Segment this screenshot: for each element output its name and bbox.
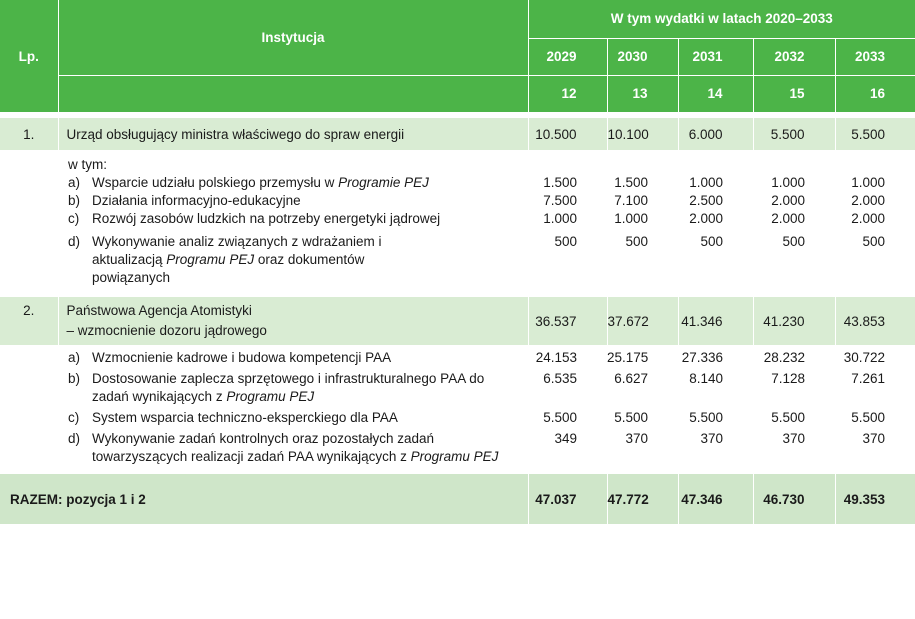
item-value: 500 xyxy=(625,234,648,249)
item-value: 5.500 xyxy=(771,410,805,425)
section-row xyxy=(0,297,915,345)
item-text: Wykonywanie analiz związanych z wdrażaniem i aktualizacją Programu PEJ oraz dokumentów powiązanych xyxy=(92,234,382,285)
total-value: 46.730 xyxy=(753,474,835,524)
table-row xyxy=(0,406,915,427)
section-institution: Urząd obsługujący ministra właściwego do spraw energii xyxy=(58,118,528,150)
header-col-number: 12 xyxy=(528,75,607,112)
item-value: 1.000 xyxy=(771,175,805,190)
item-value: 1.500 xyxy=(614,175,648,190)
item-value: 2.500 xyxy=(689,193,723,208)
item-value: 370 xyxy=(700,431,723,446)
header-col-number: 16 xyxy=(835,75,915,112)
section-lp: 1. xyxy=(0,118,58,150)
item-value: 28.232 xyxy=(763,350,805,365)
section-value: 5.500 xyxy=(835,118,915,150)
header-year: 2033 xyxy=(835,38,915,75)
section-value: 37.672 xyxy=(607,297,678,345)
header-col-number: 15 xyxy=(753,75,835,112)
item-value: 6.627 xyxy=(614,371,648,386)
section-institution: Państwowa Agencja Atomistyki – wzmocnienie dozoru jądrowego xyxy=(58,297,528,345)
item-value: 500 xyxy=(862,234,886,249)
header-year: 2030 xyxy=(607,38,678,75)
item-value: 2.000 xyxy=(771,193,805,208)
item-text: Wsparcie udziału polskiego przemysłu w Programie PEJ xyxy=(92,175,429,190)
total-value: 47.037 xyxy=(528,474,607,524)
header-col-number: 14 xyxy=(678,75,753,112)
item-text: Działania informacyjno-edukacyjne xyxy=(92,193,301,208)
section-value: 36.537 xyxy=(528,297,607,345)
item-text: Wykonywanie zadań kontrolnych oraz pozostałych zadań towarzyszących realizacji zadań PAA wynikających z Programu PEJ xyxy=(92,431,499,464)
item-text: Rozwój zasobów ludzkich na potrzeby energetyki jądrowej xyxy=(92,211,441,226)
item-value: 7.128 xyxy=(771,371,805,386)
item-value: 25.175 xyxy=(607,350,649,365)
item-value: 1.000 xyxy=(689,175,723,190)
item-text: Wzmocnienie kadrowe i budowa kompetencji PAA xyxy=(92,350,392,365)
section-lp: 2. xyxy=(0,297,58,345)
total-row xyxy=(0,474,915,524)
item-letter: d) xyxy=(68,234,81,249)
item-value: 500 xyxy=(554,234,577,249)
item-value: 27.336 xyxy=(681,350,723,365)
item-letter: a) xyxy=(68,175,81,190)
item-value: 1.000 xyxy=(614,211,648,226)
header-year: 2031 xyxy=(678,38,753,75)
item-value: 7.261 xyxy=(851,371,886,386)
item-letter: c) xyxy=(68,211,80,226)
item-value: 5.500 xyxy=(614,410,648,425)
w-tym-label: w tym: xyxy=(68,157,107,172)
item-value: 349 xyxy=(554,431,577,446)
table-row xyxy=(0,367,915,406)
table-row xyxy=(0,210,915,228)
section-value: 41.346 xyxy=(678,297,753,345)
table-row xyxy=(0,349,915,367)
item-value: 1.500 xyxy=(543,175,577,190)
section-value: 6.000 xyxy=(678,118,753,150)
item-letter: d) xyxy=(68,431,81,446)
item-letter: b) xyxy=(68,193,81,208)
item-value: 1.000 xyxy=(543,211,577,226)
header-year: 2032 xyxy=(753,38,835,75)
item-value: 24.153 xyxy=(535,350,577,365)
item-value: 370 xyxy=(625,431,648,446)
item-letter: a) xyxy=(68,350,81,365)
section-value: 5.500 xyxy=(753,118,835,150)
item-value: 30.722 xyxy=(843,350,886,365)
item-value: 2.000 xyxy=(771,211,805,226)
item-value: 7.500 xyxy=(543,193,577,208)
item-letter: c) xyxy=(68,410,80,425)
header-lp: Lp. xyxy=(0,0,58,112)
section-value: 41.230 xyxy=(753,297,835,345)
item-letter: b) xyxy=(68,371,81,386)
item-value: 370 xyxy=(782,431,805,446)
item-value: 5.500 xyxy=(543,410,577,425)
section-value: 43.853 xyxy=(835,297,915,345)
total-value: 49.353 xyxy=(835,474,915,524)
total-value: 47.346 xyxy=(678,474,753,524)
section-value: 10.500 xyxy=(528,118,607,150)
item-text: Dostosowanie zaplecza sprzętowego i infrastrukturalnego PAA do zadań wynikających z Programu PEJ xyxy=(92,371,485,404)
item-value: 500 xyxy=(700,234,723,249)
header-institution: Instytucja xyxy=(58,0,528,75)
item-value: 8.140 xyxy=(689,371,723,386)
header-year: 2029 xyxy=(528,38,607,75)
item-value: 500 xyxy=(782,234,805,249)
item-value: 7.100 xyxy=(614,193,648,208)
item-value: 6.535 xyxy=(543,371,577,386)
header-col-number: 13 xyxy=(607,75,678,112)
table-row xyxy=(0,228,915,287)
table-row xyxy=(0,427,915,466)
item-value: 5.500 xyxy=(851,410,886,425)
total-label: RAZEM: pozycja 1 i 2 xyxy=(0,474,528,524)
section-row xyxy=(0,118,915,150)
item-value: 1.000 xyxy=(851,175,886,190)
section-value: 10.100 xyxy=(607,118,678,150)
total-value: 47.772 xyxy=(607,474,678,524)
item-value: 370 xyxy=(862,431,886,446)
table-row xyxy=(0,192,915,210)
item-value: 2.000 xyxy=(851,193,886,208)
item-value: 2.000 xyxy=(689,211,723,226)
header-institution-blank xyxy=(58,75,528,112)
item-value: 5.500 xyxy=(689,410,723,425)
item-text: System wsparcia techniczno-eksperckiego dla PAA xyxy=(92,410,398,425)
item-value: 2.000 xyxy=(851,211,886,226)
table-row xyxy=(0,174,915,192)
header-years-group: W tym wydatki w latach 2020–2033 xyxy=(528,0,915,38)
